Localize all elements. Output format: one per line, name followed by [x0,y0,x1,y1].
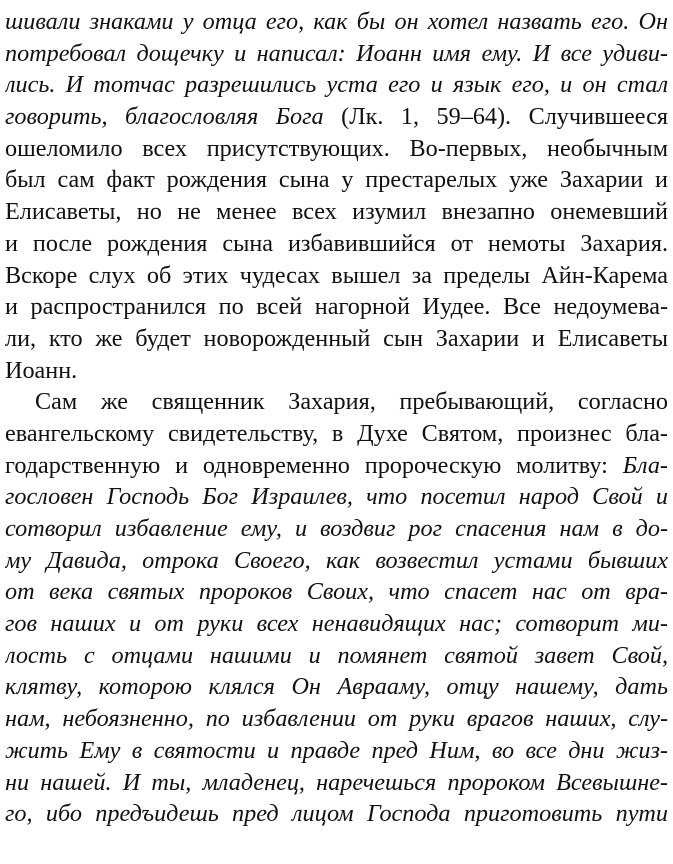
paragraph-first-line [5,386,668,418]
text-line [5,545,668,577]
text-line [5,767,668,799]
italic-quote-segment: говорить, благословляя Бога [5,103,324,131]
italic-quote-segment: клятву, которою клялся Он Аврааму, отцу нашему, дать [5,673,668,701]
italic-quote-segment: потребовал дощечку и написал: Иоанн имя ему. И все удиви- [5,39,668,67]
italic-quote-segment: гословен Господь Бог Израилев, что посетил народ Свой и [5,483,668,511]
italic-quote-segment: ни нашей. И ты, младенец, наречешься пророком Всевышне- [5,768,668,796]
text-line [5,798,668,830]
text-line [5,133,668,165]
text-segment: евангельскому свидетельству, в Духе Святом, произнес бла- [5,419,668,447]
text-line [5,418,668,450]
text-line [5,513,668,545]
italic-quote-segment: гов наших и от руки всех ненавидящих нас; сотворит ми- [5,610,668,638]
text-line [5,38,668,70]
text-line [5,6,668,38]
italic-quote-segment: шивали знаками у отца его, как бы он хотел назвать его. Он [5,8,668,35]
text-line [5,196,668,228]
text-segment: ошеломило всех присутствующих. Во-первых, необычным [5,134,668,162]
text-segment: (Лк. 1, 59–64). Случившееся [323,103,668,131]
text-line [5,703,668,735]
text-line [5,481,668,513]
text-line [5,355,668,387]
text-line [5,69,668,101]
text-line [5,671,668,703]
text-line [5,608,668,640]
text-line [5,576,668,608]
italic-quote-segment: сотворил избавление ему, и воздвиг рог спасения нам в до- [5,515,668,542]
text-segment: был сам факт рождения сына у престарелых уже Захарии и [5,166,668,194]
text-segment: и распространился по всей нагорной Иудее. Все недоумева- [5,293,668,321]
italic-quote-segment: го, ибо предъидешь пред лицом Господа приготовить пути [5,800,668,828]
text-line [5,640,668,672]
text-segment: Сам же священник Захария, пребывающий, согласно [35,388,668,416]
text-line [5,260,668,292]
italic-quote-segment: от века святых пророков Своих, что спасет нас от вра- [5,578,668,606]
text-line [5,323,668,355]
text-line [5,101,668,133]
italic-quote-segment: нам, небоязненно, по избавлении от руки врагов наших, слу- [5,705,668,733]
italic-quote-segment: му Давида, отрока Своего, как возвестил устами бывших [5,546,668,574]
italic-quote-segment: лись. И тотчас разрешились уста его и язык его, и он стал [5,71,668,99]
text-line [5,228,668,260]
italic-quote-segment: лость с отцами нашими и помянет святой завет Свой, [5,641,668,669]
text-segment: ли, кто же будет новорожденный сын Захарии и Елисаветы [5,324,668,352]
text-segment: годарственную и одновременно пророческую молитву: [5,451,623,479]
italic-quote-segment: Бла- [622,451,668,479]
text-line [5,291,668,323]
text-segment: Елисаветы, но не менее всех изумил внезапно онемевший [5,198,668,226]
text-line [5,735,668,767]
text-line [5,164,668,196]
text-segment: и после рождения сына избавившийся от немоты Захария. [5,229,668,257]
text-segment: Вскоре слух об этих чудесах вышел за пределы Айн-Карема [5,261,668,289]
italic-quote-segment: жить Ему в святости и правде пред Ним, во все дни жиз- [5,736,668,764]
text-segment: Иоанн. [5,356,78,384]
text-line [5,450,668,482]
